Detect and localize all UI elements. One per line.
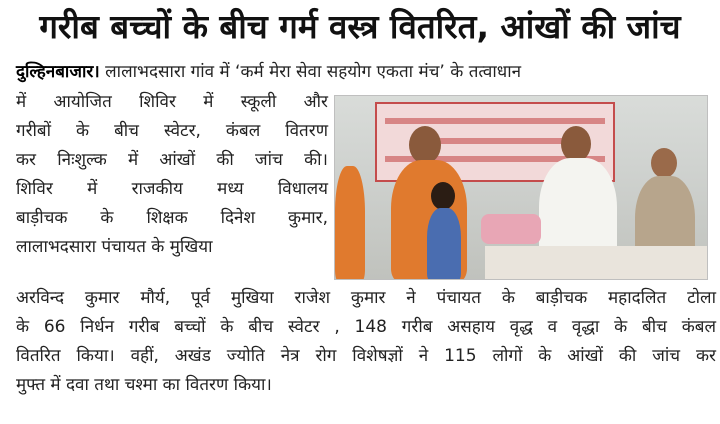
photo-person-head	[431, 182, 455, 210]
photo-blanket	[481, 214, 541, 244]
article-first-line	[16, 58, 716, 87]
bottom-line: अरविन्द कुमार मौर्य, पूर्व मुखिया राजेश कुमार ने पंचायत के बाड़ीचक महादलित टोला	[16, 288, 716, 308]
photo-person-head	[409, 126, 441, 164]
left-line: बाड़ीचक के शिक्षक दिनेश कुमार,	[16, 208, 328, 228]
left-line: कर निःशुल्क में आंखों की जांच की।	[16, 150, 328, 170]
photo-person	[427, 208, 461, 280]
article-bottom	[16, 284, 716, 400]
first-line-text: लालाभदसारा गांव में ‘कर्म मेरा सेवा सहयोग एकता मंच’ के तत्वाधान	[99, 62, 522, 82]
dateline: दुल्हिनबाजार।	[16, 62, 100, 82]
photo-table	[485, 246, 708, 280]
bottom-line: के 66 निर्धन गरीब बच्चों के बीच स्वेटर , 148 गरीब असहाय वृद्ध व वृद्धा के बीच कंबल	[16, 317, 716, 337]
left-line: गरीबों के बीच स्वेटर, कंबल वितरण	[16, 121, 328, 141]
photo-person	[335, 166, 365, 280]
article-left-column	[16, 88, 328, 262]
news-photo	[334, 95, 708, 280]
bottom-line: वितरित किया। वहीं, अखंड ज्योति नेत्र रोग विशेषज्ञों ने 115 लोगों के आंखों की जांच कर	[16, 346, 716, 366]
photo-person-head	[561, 126, 591, 162]
left-line: में आयोजित शिविर में स्कूली और	[16, 92, 328, 112]
photo-person-head	[651, 148, 677, 178]
left-line: शिविर में राजकीय मध्य विधालय	[16, 179, 328, 199]
bottom-line: मुफ्त में दवा तथा चश्मा का वितरण किया।	[16, 375, 272, 395]
left-line: लालाभदसारा पंचायत के मुखिया	[16, 237, 213, 257]
headline: गरीब बच्चों के बीच गर्म वस्त्र वितरित, आंखों की जांच	[39, 7, 681, 46]
